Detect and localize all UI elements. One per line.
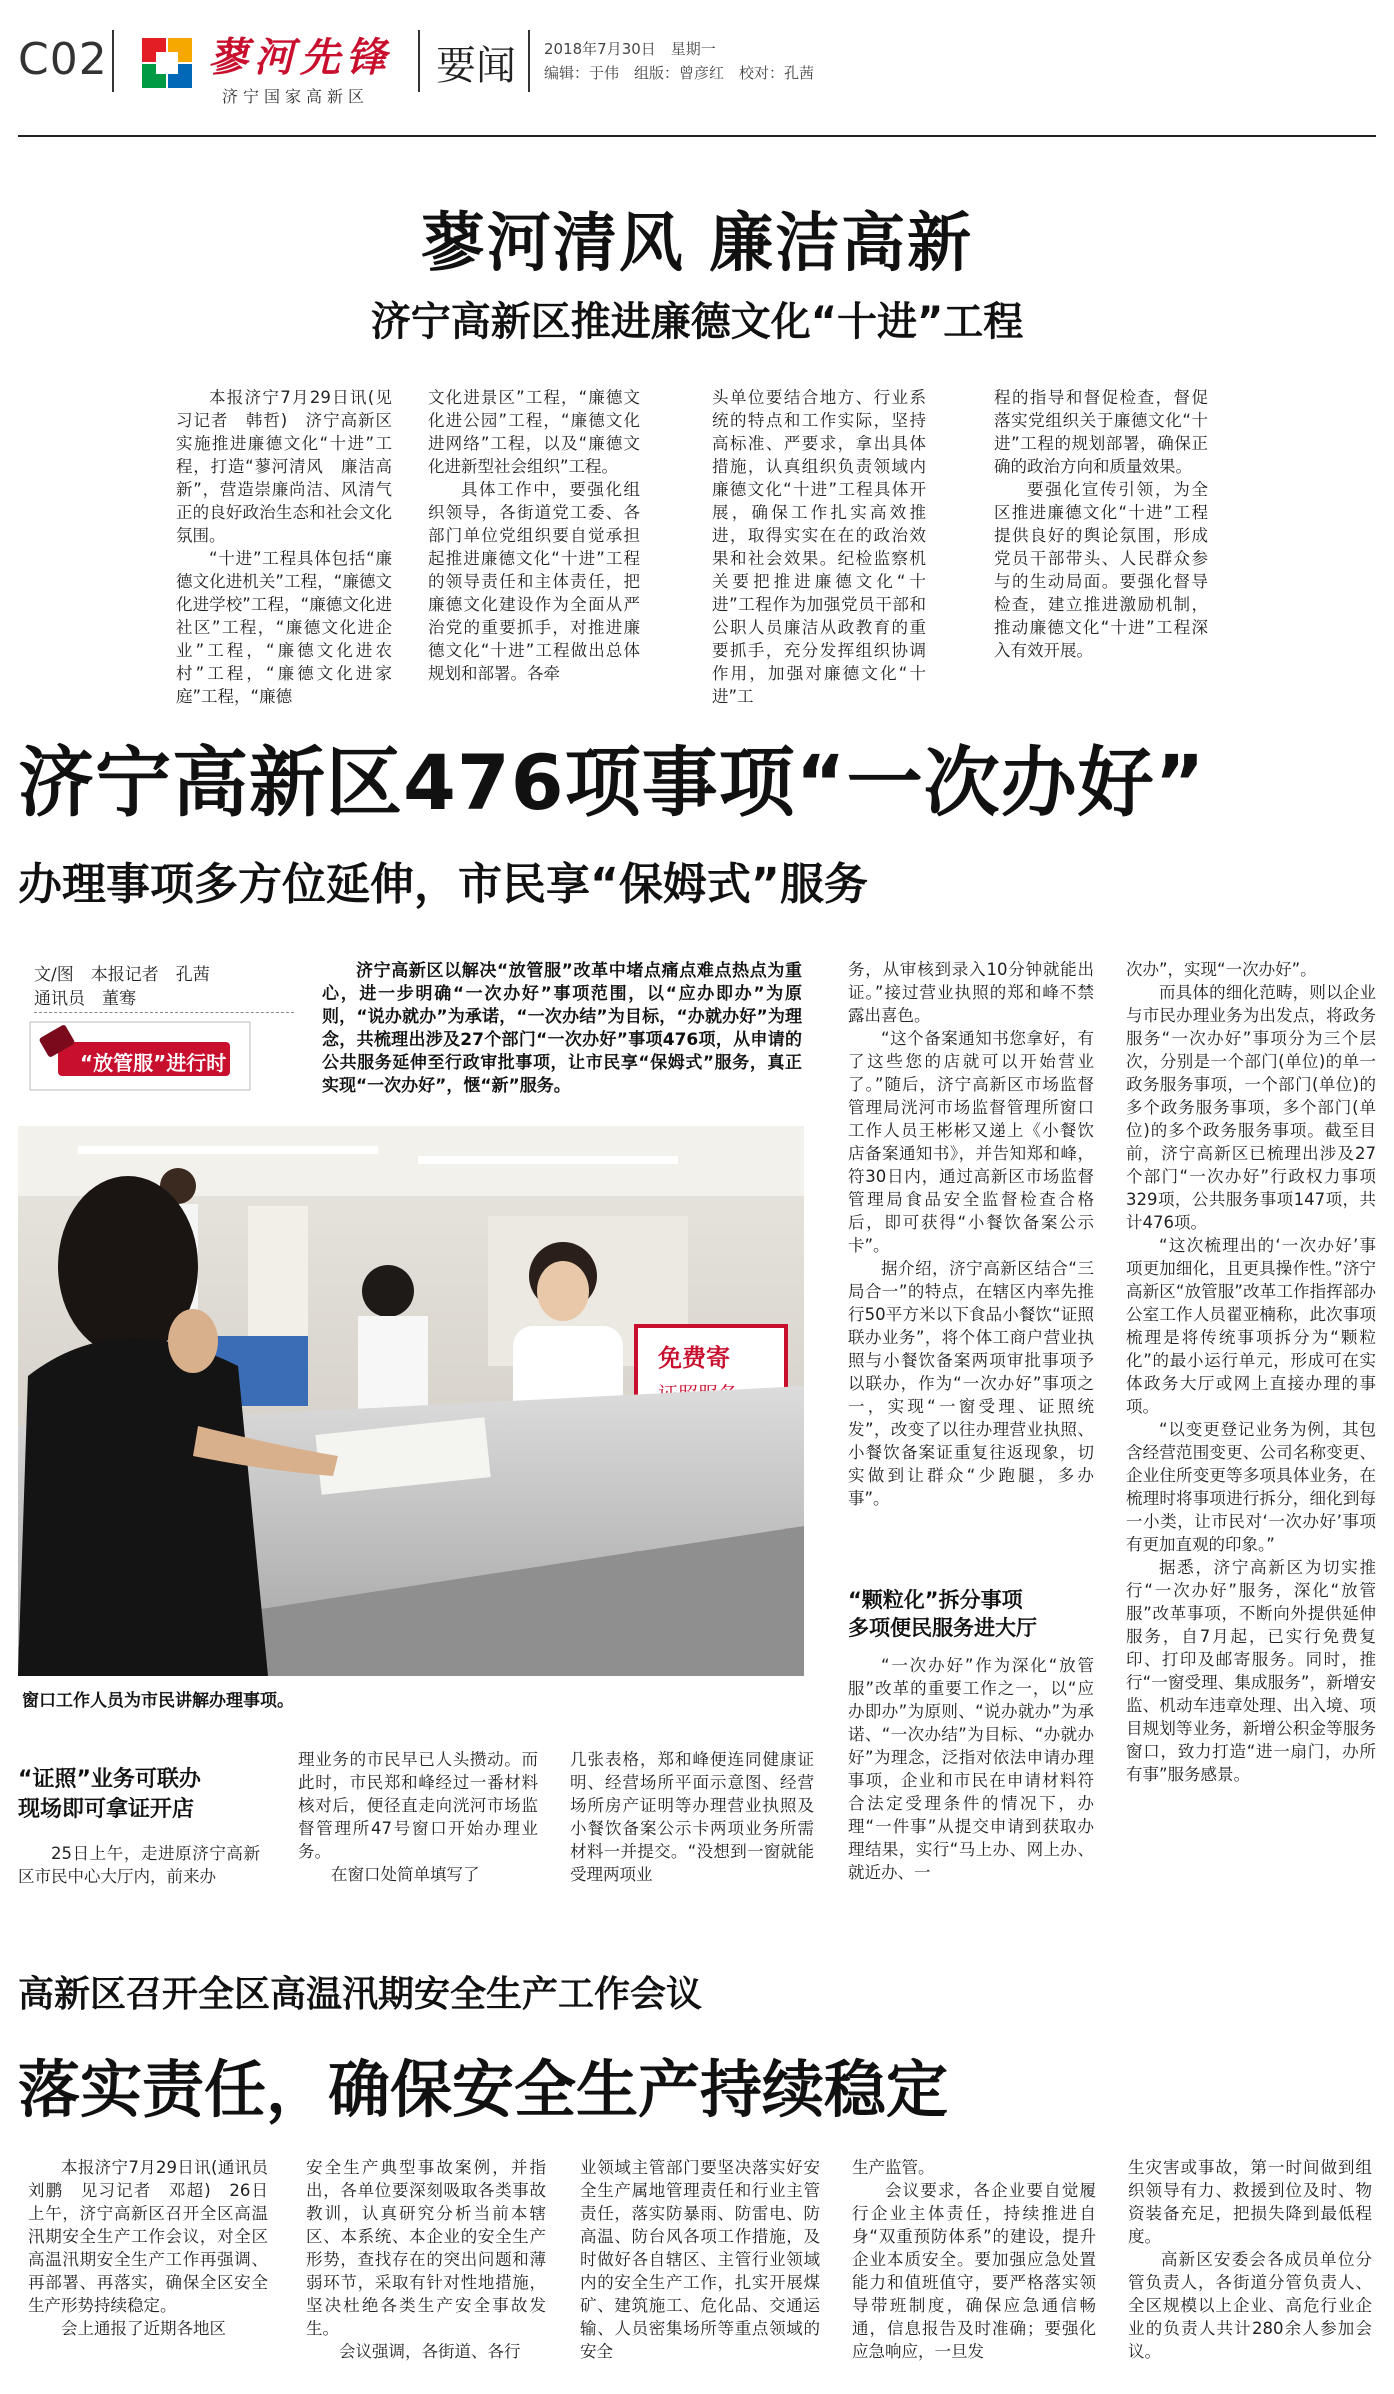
article1-paragraph: 文化进景区”工程，“廉德文化进公园”工程，“廉德文化进网络”工程，以及“廉德文化进新型社会组织”工程。 xyxy=(428,388,640,476)
article2-subhead: 多项便民服务进大厅 xyxy=(848,1616,1037,1640)
article2-paragraph: “一次办好”作为深化“放管服”改革的重要工作之一，以“应办即办”为原则、“说办就办”为承诺、“一次办结”为目标、“办就办好”为理念，泛指对依法申请办理事项，企业和市民在申请材料符合法定受理条件的情况下，办理“一件事”从提交申请到获取办理结果，实行“马上办、网上办、就近办、一 xyxy=(848,1656,1094,1882)
article1-column-1 xyxy=(176,386,392,706)
article2-paragraph: “以变更登记业务为例，其包含经营范围变更、公司名称变更、企业住所变更等多项具体业务，在梳理时将事项进行拆分，细化到每一小类，让市民对‘一次办好’事项有更加直观的印象。” xyxy=(1126,1420,1376,1554)
article1-paragraph: 具体工作中，要强化组织领导，各街道党工委、各部门单位党组织要自觉承担起推进廉德文化“十进”工程的领导责任和主体责任，把廉德文化建设作为全面从严治党的重要抓手，对推进廉德文化“十进”工程做出总体规划和部署。各牵 xyxy=(428,480,640,683)
article1-paragraph: 头单位要结合地方、行业系统的特点和工作实际，坚持高标准、严要求，拿出具体措施，认真组织负责领域内廉德文化“十进”工程具体开展，确保工作扎实高效推进，取得实实在在的政治效果和社会效果。纪检监察机关要把推进廉德文化“十进”工程作为加强党员干部和公职人员廉洁从政教育的重要抓手，充分发挥组织协调作用，加强对廉德文化“十进”工 xyxy=(712,388,926,706)
article2-subhead: “颗粒化”拆分事项 xyxy=(848,1588,1023,1612)
newspaper-masthead: 蓼河先锋 xyxy=(208,34,392,81)
article2-paragraph: 几张表格，郑和峰便连同健康证明、经营场所平面示意图、经营场所房产证明等办理营业执照及小餐饮备案公示卡两项业务所需材料一并提交。“没想到一窗就能受理两项业 xyxy=(570,1750,814,1884)
header-rule xyxy=(18,135,1376,137)
article2-paragraph: 次办”，实现“一次办好”。 xyxy=(1126,960,1317,979)
article3-paragraph: 生产监管。 xyxy=(852,2158,935,2177)
header-divider xyxy=(418,30,420,92)
article3-column-2 xyxy=(306,2156,546,2386)
page-number: C02 xyxy=(18,34,108,85)
article1-paragraph: 程的指导和督促检查，督促落实党组织关于廉德文化“十进”工程的规划部署，确保正确的政治方向和质量效果。 xyxy=(994,388,1208,476)
article1-column-2 xyxy=(428,386,640,683)
article1-paragraph: “十进”工程具体包括“廉德文化进机关”工程，“廉德文化进学校”工程，“廉德文化进社区”工程，“廉德文化进企业”工程，“廉德文化进农村”工程，“廉德文化进家庭”工程，“廉德 xyxy=(176,549,392,706)
article3-paragraph: 会议要求，各企业要自觉履行企业主体责任，持续推进自身“双重预防体系”的建设，提升企业本质安全。要加强应急处置能力和值班值守，要严格落实领导带班制度，确保应急通信畅通，信息报告及时准确；要强化应急响应，一旦发 xyxy=(852,2181,1096,2361)
article1-title: 蓼河清风 廉洁高新 xyxy=(420,207,974,281)
article2-paragraph: 据介绍，济宁高新区结合“三局合一”的特点，在辖区内率先推行50平方米以下食品小餐饮“证照联办业务”，将个体工商户营业执照与小餐饮备案两项审批事项予以联办，作为“一次办好”事项之一，实现“一窗受理、证照统发”，改变了以往办理营业执照、小餐饮备案证重复往返现象，切实做到让群众“少跑腿，多办事”。 xyxy=(848,1259,1094,1508)
article2-paragraph: 在窗口处简单填写了 xyxy=(331,1865,480,1884)
article2-paragraph: 务，从审核到录入10分钟就能出证。”接过营业执照的郑和峰不禁露出喜色。 xyxy=(848,960,1094,1025)
issue-date: 2018年7月30日 星期一 xyxy=(544,40,716,58)
newspaper-subtitle: 济宁国家高新区 xyxy=(222,87,370,106)
article3-paragraph: 会上通报了近期各地区 xyxy=(61,2319,226,2338)
article2-column-c xyxy=(570,1748,814,1898)
article2-paragraph: 理业务的市民早已人头攒动。而此时，市民郑和峰经过一番材料核对后，便径直走向洸河市场监督管理所47号窗口开始办理业务。 xyxy=(298,1750,538,1861)
article2-subhead: “证照”业务可联办 xyxy=(18,1767,201,1792)
article2-title: 济宁高新区476项事项“一次办好” xyxy=(18,738,1206,827)
article3-paragraph: 业领域主管部门要坚决落实好安全生产属地管理责任和行业主管责任，落实防暴雨、防雷电、防高温、防台风各项工作措施，及时做好各自辖区、主管行业领域内的安全生产工作，扎实开展煤矿、建筑施工、危化品、交通运输、人员密集场所等重点领域的安全 xyxy=(580,2158,820,2361)
article2-photo xyxy=(18,1126,804,1676)
article3-kicker: 高新区召开全区高温汛期安全生产工作会议 xyxy=(18,1974,703,2015)
article3-paragraph: 生灾害或事故，第一时间做到组织领导有力、救援到位及时、物资装备充足，把损失降到最低程度。 xyxy=(1128,2158,1372,2246)
article2-byline: 文/图 本报记者 孔茜 xyxy=(34,965,210,985)
article1-subtitle: 济宁高新区推进廉德文化“十进”工程 xyxy=(370,299,1024,345)
article2-subtitle: 办理事项多方位延伸，市民享“保姆式”服务 xyxy=(18,859,868,910)
article2-paragraph: “这个备案通知书您拿好，有了这些您的店就可以开始营业了。”随后，济宁高新区市场监督管理局洸河市场监督管理所窗口工作人员王彬彬又递上《小餐饮店备案通知书》，并告知郑和峰，符30日内，通过高新区市场监督管理局食品安全监督检查合格后，即可获得“小餐饮备案公示卡”。 xyxy=(848,1029,1094,1255)
editor-credits: 编辑：于伟 组版：曾彦红 校对：孔茜 xyxy=(544,64,815,82)
article3-paragraph: 会议强调，各街道、各行 xyxy=(339,2342,521,2361)
article2-lead-paragraph: 济宁高新区以解决“放管服”改革中堵点痛点难点热点为重心，进一步明确“一次办好”事项范围，以“应办即办”为原则，“说办就办”为承诺，“一次办结”为目标，“办就办好”为理念，共梳理出涉及27个部门“一次办好”事项476项，从申请的公共服务延伸至行政审批事项，让市民享“保姆式”服务，真正实现“一次办好”，惬“新”服务。 xyxy=(322,961,802,1096)
article2-paragraph: 而具体的细化范畴，则以企业与市民办理业务为出发点，将政务服务“一次办好”事项分为三个层次，分别是一个部门(单位)的单一政务服务事项，一个部门(单位)的多个政务服务事项，多个部门(单位)的多个政务服务事项。截至目前，济宁高新区已梳理出涉及27个部门“一次办好”行政权力事项329项，公共服务事项147项，共计476项。 xyxy=(1126,983,1376,1232)
newspaper-logo-icon xyxy=(138,34,196,92)
article1-column-4 xyxy=(994,386,1208,674)
article3-column-1 xyxy=(28,2156,285,2386)
fangguanfu-badge xyxy=(30,1022,250,1090)
article1-paragraph: 本报济宁7月29日讯(见习记者 韩哲) 济宁高新区实施推进廉德文化“十进”工程，打造“蓼河清风 廉洁高新”，营造崇廉尚洁、风清气正的良好政治生态和社会文化氛围。 xyxy=(176,388,392,545)
article2-column-a xyxy=(18,1842,260,1898)
header-divider xyxy=(112,30,114,92)
article1-column-3 xyxy=(712,386,926,706)
service-hall-photo xyxy=(18,1126,804,1676)
badge-text: “放管服”进行时 xyxy=(80,1051,227,1075)
article3-paragraph: 高新区安委会各成员单位分管负责人，各街道分管负责人、全区规模以上企业、高危行业企业的负责人共计280余人参加会议。 xyxy=(1128,2250,1372,2361)
photo-sign-text: 免费寄 xyxy=(658,1344,730,1372)
article3-paragraph: 安全生产典型事故案例，并指出，各单位要深刻吸取各类事故教训，认真研究分析当前本辖区、本系统、本企业的安全生产形势，查找存在的突出问题和薄弱环节，采取有针对性地措施，坚决杜绝各类生产安全事故发生。 xyxy=(306,2158,546,2338)
article3-column-3 xyxy=(580,2156,820,2386)
article2-subhead: 现场即可拿证开店 xyxy=(18,1797,195,1822)
article2-column-d xyxy=(848,958,1094,1578)
article2-column-e xyxy=(1126,958,1376,1898)
article2-paragraph: 据悉，济宁高新区为切实推行“一次办好”服务，深化“放管服”改革事项，不断向外提供延伸服务，自7月起，已实行免费复印、打印及邮寄服务。同时，推行“一窗受理、集成服务”，新增安监、机动车违章处理、出入境、项目规划等业务，新增公积金等服务窗口，致力打造“进一扇门，办所有事”服务感景。 xyxy=(1126,1558,1376,1784)
article3-column-5 xyxy=(1128,2156,1372,2386)
article2-column-b xyxy=(298,1748,538,1898)
article2-byline: 通讯员 董骞 xyxy=(34,989,136,1009)
article3-title: 落实责任，确保安全生产持续稳定 xyxy=(18,2053,949,2126)
photo-caption: 窗口工作人员为市民讲解办理事项。 xyxy=(22,1691,294,1711)
article1-paragraph: 要强化宣传引领，为全区推进廉德文化“十进”工程提供良好的舆论氛围，形成党员干部带头、人民群众参与的生动局面。要强化督导检查，建立推进激励机制，推动廉德文化“十进”工程深入有效开展。 xyxy=(994,480,1208,660)
article2-paragraph: “这次梳理出的‘一次办好’事项更加细化，且更具操作性。”济宁高新区“放管服”改革工作指挥部办公室工作人员翟亚楠称，此次事项梳理是将传统事项拆分为“颗粒化”的最小运行单元，形成可在实体政务大厅或网上直接办理的事项。 xyxy=(1126,1236,1376,1416)
article3-paragraph: 本报济宁7月29日讯(通讯员 刘鹏 见习记者 邓超) 26日上午，济宁高新区召开全区高温汛期安全生产工作会议，对全区高温汛期安全生产工作再强调、再部署、再落实，确保全区安全生产形势持续稳定。 xyxy=(28,2158,285,2315)
article2-lead xyxy=(322,960,802,1098)
article3-column-4 xyxy=(852,2156,1096,2386)
article2-column-d2 xyxy=(848,1654,1094,1898)
byline-rule xyxy=(34,1012,294,1013)
section-title: 要闻 xyxy=(436,43,516,89)
article2-paragraph: 25日上午，走进原济宁高新区市民中心大厅内，前来办 xyxy=(18,1844,260,1886)
header-divider xyxy=(528,30,530,92)
